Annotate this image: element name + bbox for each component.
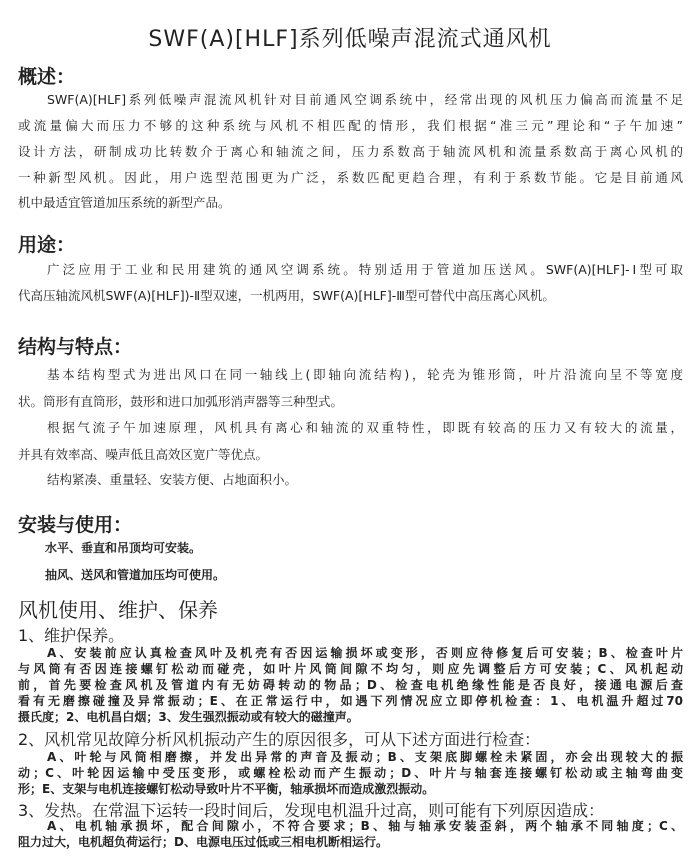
- maintenance-item-heading: 3、发热。在常温下运转一段时间后，发现电机温升过高，则可能有下列原因造成：: [18, 801, 605, 820]
- maintenance-line: 形；E、支架与电机连接螺钉松动导致叶片不平衡，轴承损坏而造成激烈振动。: [18, 782, 435, 796]
- maintenance-line: A、叶轮与风筒相磨擦，并发出异常的声音及振动；B、支架底脚螺栓未紧固，亦会出现较大的振: [47, 750, 683, 764]
- maintenance-line: A、安装前应认真检查风叶及机壳有否因运输损坏或变形，否则应待修复后可安装；B、检查叶片: [47, 646, 683, 660]
- structure-line: 状。筒形有直筒形，鼓形和进口加弧形消声器等三种型式。: [18, 394, 344, 409]
- usage-heading: 用途：: [18, 234, 76, 256]
- maintenance-item-heading: 1、维护保养。: [18, 626, 125, 645]
- structure-line: 基本结构型式为进出风口在同一轴线上(即轴向流结构)，轮壳为锥形筒，叶片沿流向呈不等宽度: [47, 367, 683, 382]
- overview-line: 或流量偏大而压力不够的这种系统与风机不相匹配的情形，我们根据“准三元”理论和“子午加速”: [18, 118, 683, 133]
- structure-line: 根据气流子午加速原理，风机具有离心和轴流的双重特性，即既有较高的压力又有较大的流量，: [47, 420, 683, 435]
- page-title: SWF(A)[HLF]系列低噪声混流式通风机: [148, 27, 552, 52]
- overview-line: 一种新型风机。因此，用户选型范围更为广泛，系数匹配更趋合理，有利于系数节能。它是目前通风: [18, 170, 683, 185]
- maintenance-line: A、电机轴承损坏，配合间隙小，不符合要求；B、轴与轴承安装歪斜，两个轴承不同轴度；C、: [47, 819, 683, 833]
- maintenance-item-heading: 2、风机常见故障分析风机振动产生的原因很多，可从下述方面进行检查：: [18, 730, 541, 749]
- maintenance-line: 与风筒有否因连接螺钉松动而碰壳，如叶片风筒间隙不均匀，则应先调整后方可安装；C、风机起动: [18, 662, 683, 676]
- usage-line: 代高压轴流风机SWF(A)[HLF])-Ⅱ型双速，一机两用，SWF(A)[HLF]-Ⅲ型可替代中高压离心风机。: [18, 288, 555, 303]
- maintenance-line: 摄氏度；2、电机昌白烟；3、发生强烈振动或有较大的磁撞声。: [18, 710, 359, 724]
- overview-line: 机中最适宜管道加压系统的新型产品。: [18, 195, 231, 210]
- overview-line: SWF(A)[HLF]系列低噪声混流风机针对目前通风空调系统中，经常出现的风机压力偏高而流量不足: [47, 92, 683, 107]
- maintenance-line: 阻力过大，电机超负荷运行；D、电源电压过低或三相电机断相运行。: [18, 835, 388, 849]
- install-heading: 安装与使用：: [18, 514, 133, 536]
- maintenance-heading: 风机使用、维护、保养: [18, 598, 218, 622]
- install-line: 水平、垂直和吊顶均可安装。: [45, 541, 202, 555]
- maintenance-line: 动；C、叶轮因运输中受压变形，或螺栓松动而产生振动；D、叶片与轴套连接螺钉松动或主轴弯曲变: [18, 766, 683, 780]
- maintenance-line: 看有无磨擦碰撞及异常振动；E、在正常运行中，如遇下列情况应立即停机检查：1、电机温升超过70: [18, 694, 683, 708]
- structure-heading: 结构与特点：: [18, 336, 133, 358]
- usage-line: 广泛应用于工业和民用建筑的通风空调系统。特别适用于管道加压送风。SWF(A)[HLF]-Ⅰ型可取: [47, 262, 683, 277]
- structure-line: 并具有效率高、噪声低且高效区宽广等优点。: [18, 447, 269, 462]
- install-line: 抽风、送风和管道加压均可使用。: [45, 568, 226, 582]
- overview-line: 设计方法，研制成功比转数介于离心和轴流之间，压力系数高于轴流风机和流量系数高于离心风机的: [18, 144, 683, 159]
- overview-heading: 概述：: [18, 66, 76, 88]
- structure-line: 结构紧凑、重量轻、安装方便、占地面积小。: [47, 472, 298, 487]
- maintenance-line: 前，首先要检查风机及管道内有无妨碍转动的物品；D、检查电机绝缘性能是否良好，接通电源后查: [18, 678, 683, 692]
